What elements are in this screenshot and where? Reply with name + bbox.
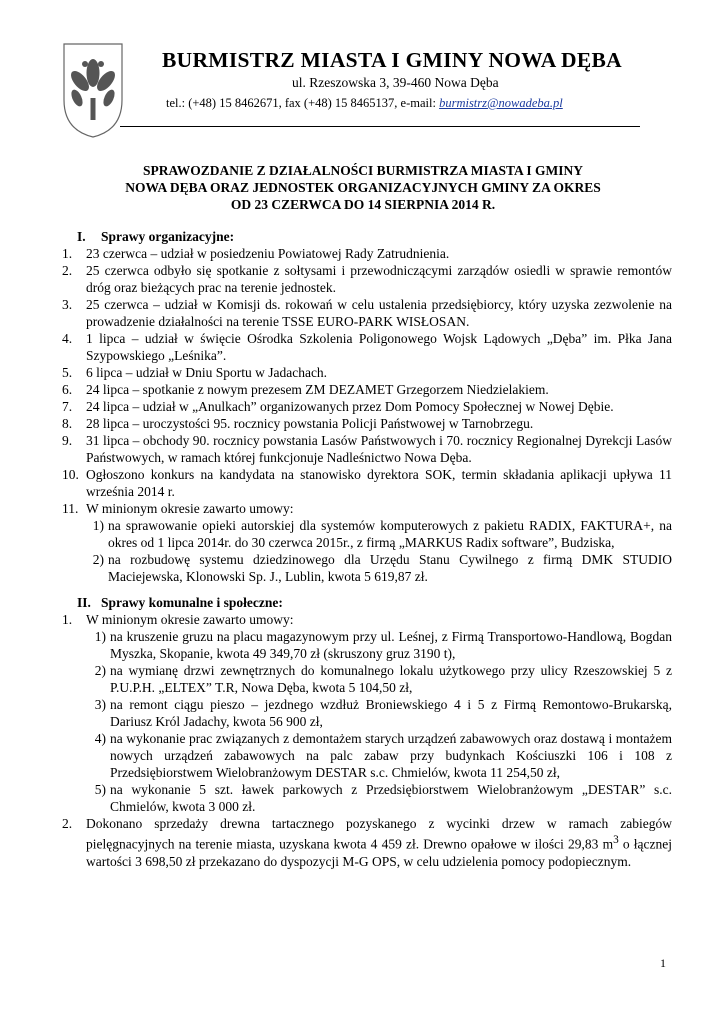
report-title-line-2: NOWA DĘBA ORAZ JEDNOSTEK ORGANIZACYJNYCH GMINY ZA OKRES <box>125 180 601 195</box>
section-numeral: II. <box>77 595 91 610</box>
page-number: 1 <box>660 956 666 970</box>
office-address: ul. Rzeszowska 3, 39-460 Nowa Dęba <box>292 75 499 90</box>
list-item: 2. Dokonano sprzedaży drewna tartacznego pozyskanego z wycinki drzew w ramach zabiegów pielęgnacyjnych na terenie miasta, uzyskana kwota 4 459 zł. Drewno opałowe w ilości 29,83 $m^3$ o łącznej wartości 3 698,50 zł przekazano do dyspozycji M-G OPS, w celu udzielenia pomocy podopiecznym. <box>62 816 672 869</box>
report-title-line-3: OD 23 CZERWCA DO 14 SIERPNIA 2014 R. <box>230 197 496 212</box>
contact-phone-fax: tel.: (+48) 15 8462671, fax (+48) 15 8465137, e-mail: <box>166 96 440 110</box>
coat-of-arms-emblem <box>62 40 124 140</box>
list-item: 7. 24 lipca – udział w „Anulkach” organizowanych przez Dom Pomocy Społecznej w Nowej Dębie. <box>62 399 614 414</box>
list-item: 4. 1 lipca – udział w święcie Ośrodka Szkolenia Poligonowego Wojsk Lądowych „Dęba” im. Płka Jana Szypowskiego „Leśnika”. <box>62 331 672 363</box>
sub-list-item: 2) na rozbudowę systemu dziedzinowego dla Urzędu Stanu Cywilnego z firmą DMK STUDIO Maciejewska, Klonowski Sp. J., Lublin, kwota 5 619,87 zł. <box>92 552 672 584</box>
report-body <box>62 228 672 870</box>
section-title: Sprawy organizacyjne: <box>101 229 235 244</box>
sub-list-item: 4) na wykonanie prac związanych z demontażem starych urządzeń zabawowych oraz dostawą i montażem nowych urządzeń zabawowych na palc zabaw przy budynkach Kościuszki 106 i 108 z Przedsiębiorstwem Wielobranżowym DESTAR s.c. Chmielów, kwota 11 254,50 zł, <box>94 731 672 780</box>
list-item: 8. 28 lipca – uroczystości 95. rocznicy powstania Policji Państwowej w Tarnobrzegu. <box>62 416 534 431</box>
list-item: 9. 31 lipca – obchody 90. rocznicy powstania Lasów Państwowych i 70. rocznicy Regionalnej Dyrekcji Lasów Państwowych, w ramach której funkcjonuje Nadleśnictwo Nowa Dęba. <box>62 433 672 465</box>
list-item: 10. Ogłoszono konkurs na kandydata na stanowisko dyrektora SOK, termin składania aplikacji upływa 11 września 2014 r. <box>62 467 672 499</box>
section-heading-municipal <box>62 594 672 611</box>
section-numeral: I. <box>77 229 86 244</box>
list-item: 6. 24 lipca – spotkanie z nowym prezesem ZM DEZAMET Grzegorzem Niedzielakiem. <box>62 382 549 397</box>
email-link[interactable]: burmistrz@nowadeba.pl <box>439 96 563 110</box>
section-heading-organizational <box>62 228 672 245</box>
report-title-line-1: SPRAWOZDANIE Z DZIAŁALNOŚCI BURMISTRZA MIASTA I GMINY <box>142 163 584 178</box>
sub-list-item: 5) na wykonanie 5 szt. ławek parkowych z Przedsiębiorstwem Wielobranżowym „DESTAR” s.c. Chmielów, kwota 3 000 zł. <box>94 782 672 814</box>
list-item: 2. 25 czerwca odbyło się spotkanie z sołtysami i przewodniczącymi zarządów osiedli w sprawie remontów dróg oraz bieżących prac na terenie jednostek. <box>62 263 672 295</box>
sub-list-item: 3) na remont ciągu pieszo – jezdnego wzdłuż Broniewskiego 4 i 5 z Firmą Remontowo-Brukarską, Dariusz Król Jadachy, kwota 56 900 zł, <box>94 697 672 729</box>
list-item: 1. 23 czerwca – udział w posiedzeniu Powiatowej Rady Zatrudnienia. <box>62 246 450 261</box>
header-divider <box>120 126 640 127</box>
list-item: 11. W minionym okresie zawarto umowy: <box>62 501 294 516</box>
sub-list-item: 1) na kruszenie gruzu na placu magazynowym przy ul. Leśnej, z Firmą Transportowo-Handlową, Bogdan Myszka, Skopanie, kwota 49 349,70 zł (skruszony gruz 3190 t), <box>94 629 672 661</box>
contact-line <box>166 96 563 111</box>
list-item: 5. 6 lipca – udział w Dniu Sportu w Jadachach. <box>62 365 328 380</box>
list-item: 1. W minionym okresie zawarto umowy: <box>62 612 294 627</box>
sub-list-item: 2) na wymianę drzwi zewnętrznych do komunalnego lokalu użytkowego przy ulicy Rzeszowskiej 5 z P.U.P.H. „ELTEX” T.R, Nowa Dęba, kwota 5 104,50 zł, <box>94 663 672 695</box>
sub-list-item: 1) na sprawowanie opieki autorskiej dla systemów komputerowych z pakietu RADIX, FAKTURA+, na okres od 1 lipca 2014r. do 30 czerwca 2015r., z firmą „MARKUS Radix software”, Budziska, <box>92 518 672 550</box>
report-title <box>90 162 636 213</box>
section-title: Sprawy komunalne i społeczne: <box>101 595 283 610</box>
office-title: BURMISTRZ MIASTA I GMINY NOWA DĘBA <box>162 48 622 72</box>
list-item: 3. 25 czerwca – udział w Komisji ds. rokowań w celu ustalenia przedsiębiorcy, który uzyska zezwolenie na prowadzenie działalności na terenie TSSE EURO-PARK WISŁOSAN. <box>62 297 672 329</box>
